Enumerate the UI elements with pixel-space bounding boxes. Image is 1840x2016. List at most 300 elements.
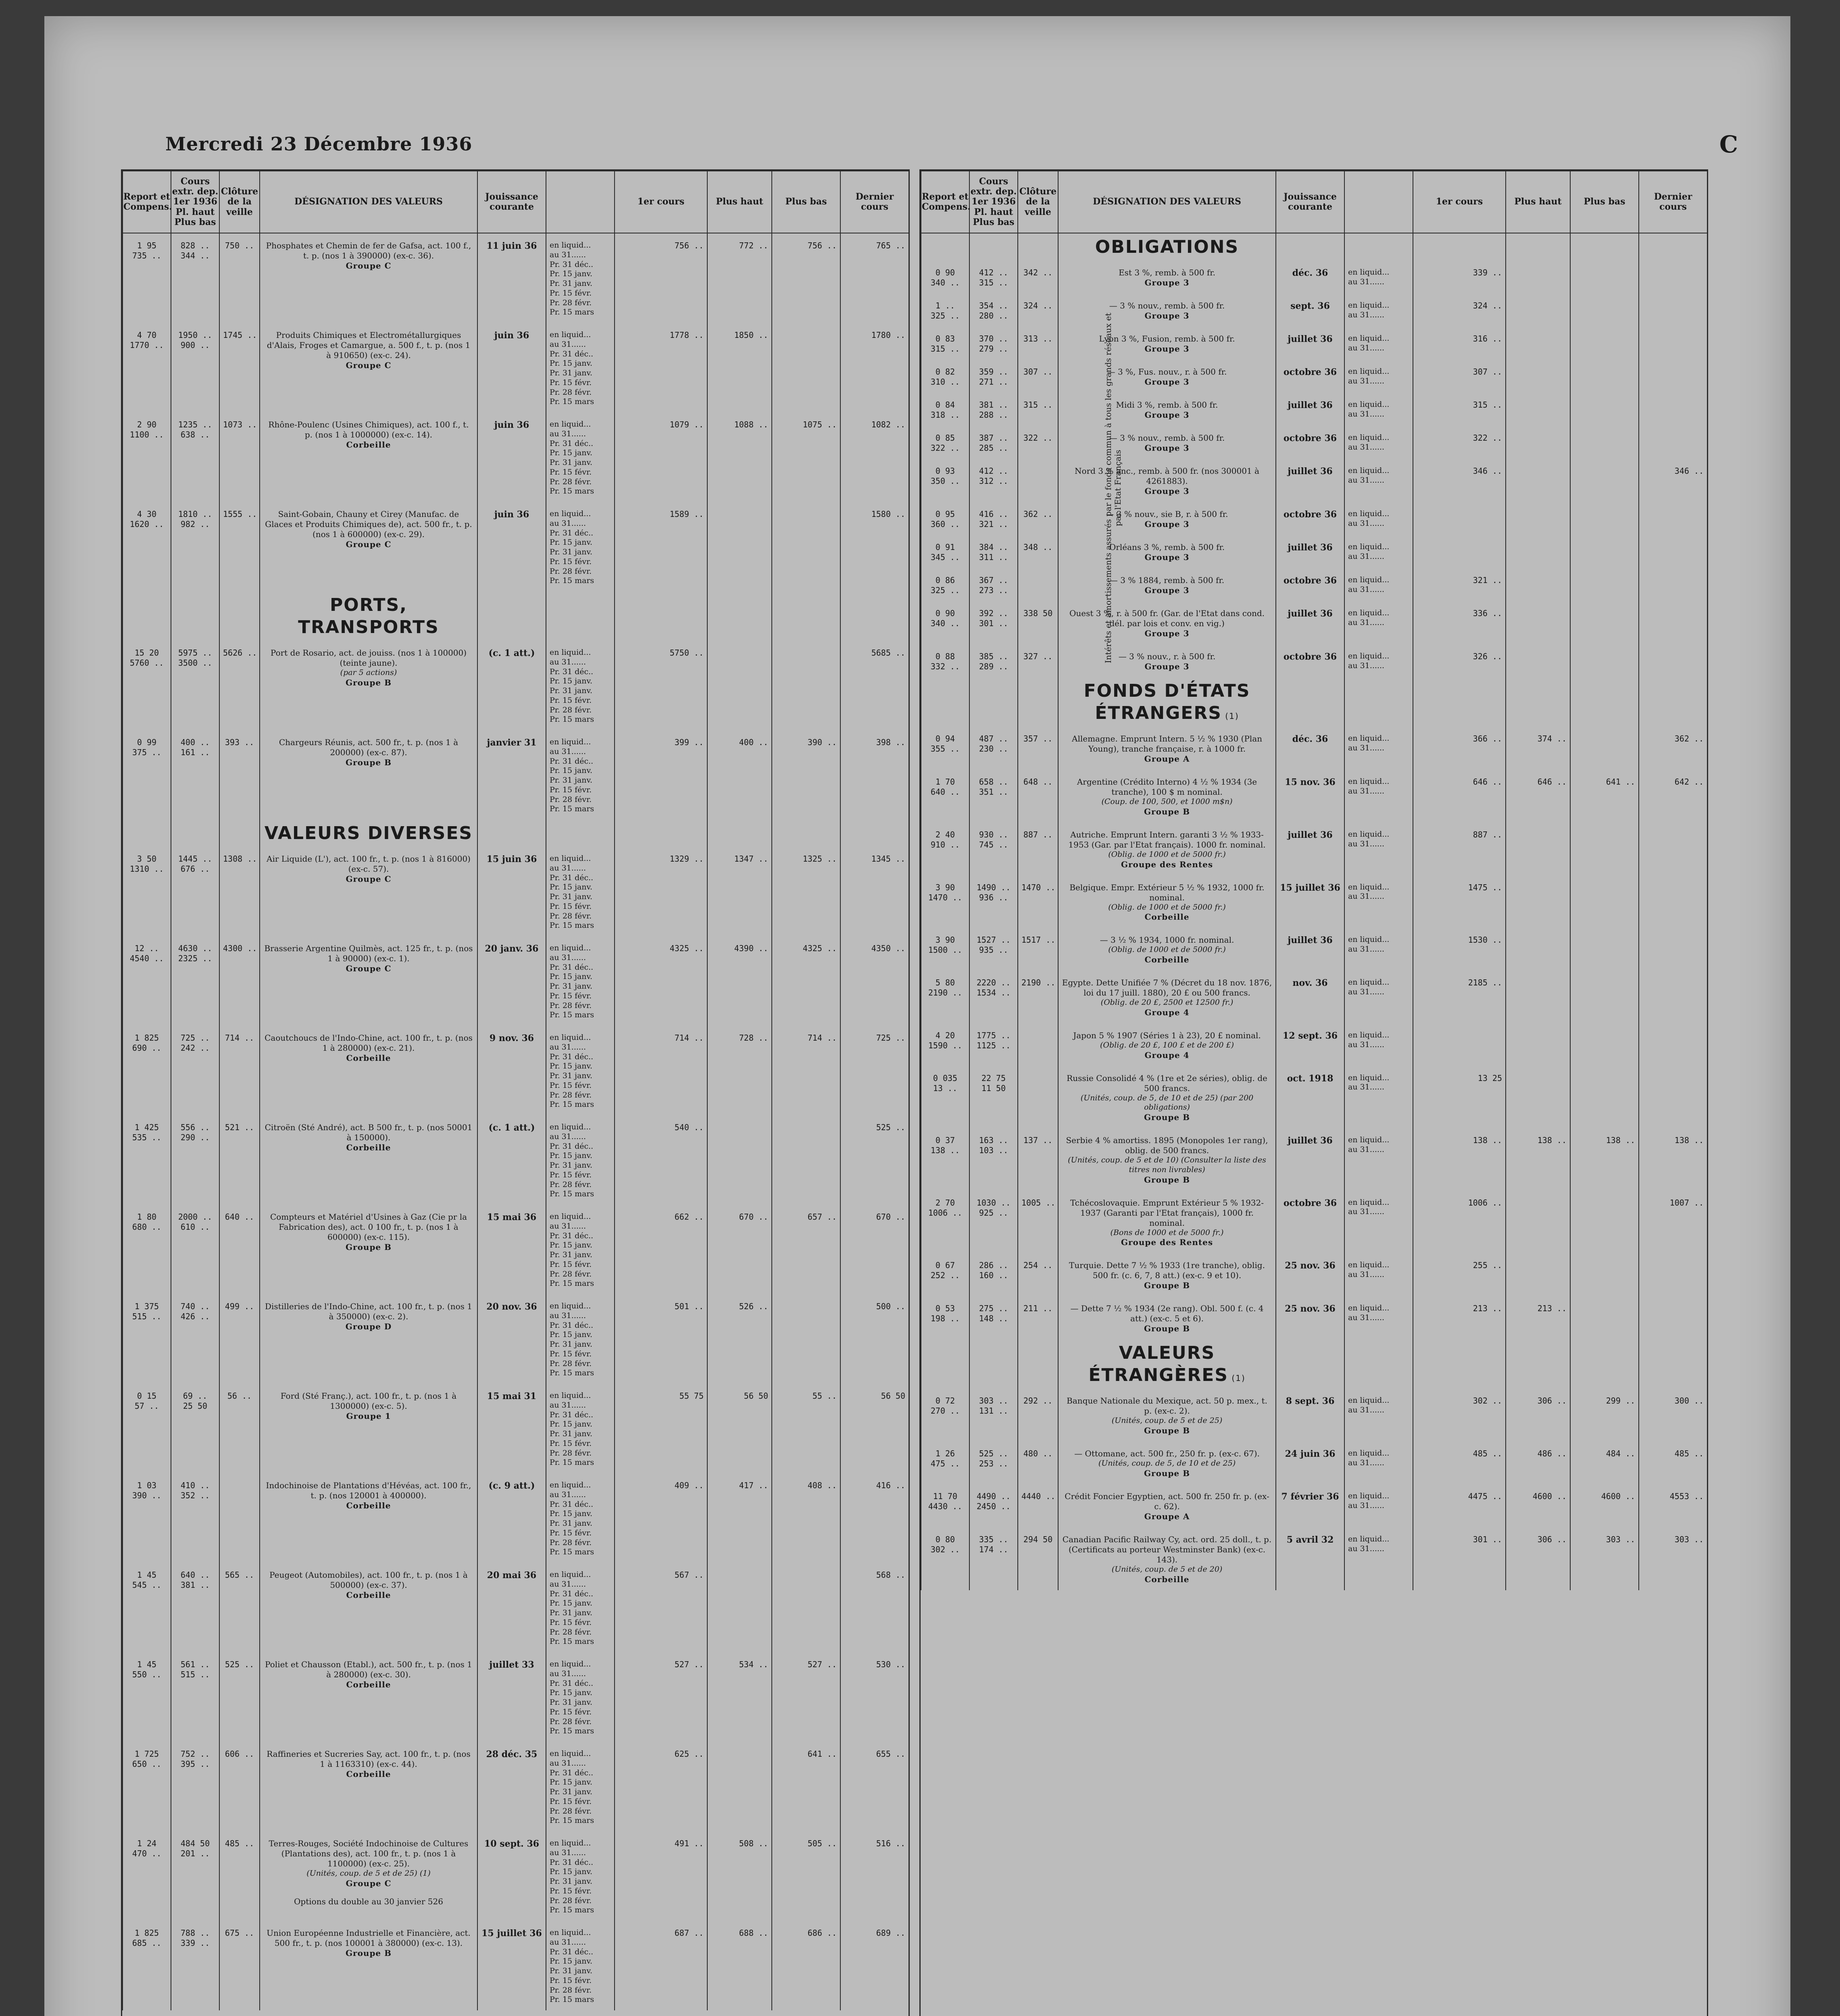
term-label: Pr. 15 févr. [550, 1618, 592, 1627]
security-designation [1058, 360, 1276, 393]
empty-cell [546, 591, 615, 641]
security-group: Corbeille [346, 1590, 391, 1600]
term-label: en liquid... [1348, 575, 1390, 584]
right-board [921, 171, 1708, 1590]
term-label: Pr. 15 févr. [550, 288, 592, 298]
term-label: Pr. 15 févr. [550, 1707, 592, 1716]
security-name: — 3 % nouv., r. à 500 fr. [1118, 652, 1216, 661]
security-name: — 3 % 1884, remb. à 500 fr. [1109, 575, 1225, 585]
term-label: en liquid... [1348, 334, 1390, 343]
col-plus-haut: Plus haut [707, 171, 772, 233]
report-value: 0 53 198 .. [921, 1296, 969, 1339]
term-labels [546, 1742, 615, 1831]
col-terme [1344, 171, 1413, 233]
dernier-cours-value: 725 .. [840, 1026, 909, 1115]
premier-cours-value: 662 .. [615, 1205, 707, 1294]
term-label: Pr. 15 mars [550, 804, 594, 814]
term-label: en liquid... [550, 943, 591, 952]
term-labels [546, 936, 615, 1026]
security-note: (Oblig. de 20 £, 2500 et 12500 fr.) [1100, 998, 1234, 1007]
term-label: Pr. 15 janv. [550, 1151, 593, 1160]
term-labels [1344, 260, 1413, 294]
term-label: Pr. 31 déc.. [550, 873, 594, 882]
plus-haut-value: 1850 .. [707, 323, 772, 412]
empty-cell [1018, 677, 1058, 727]
premier-cours-value [1413, 502, 1506, 535]
term-label: au 31...... [550, 519, 586, 528]
term-label: Pr. 15 janv. [550, 1778, 593, 1787]
security-note: (Oblig. de 1000 et de 5000 fr.) [1108, 850, 1226, 859]
term-label: Pr. 15 janv. [550, 766, 593, 775]
term-labels [1344, 568, 1413, 601]
plus-haut-value [1506, 1023, 1570, 1066]
term-label: en liquid... [550, 1391, 591, 1400]
plus-bas-value [772, 1115, 840, 1205]
table-row [123, 1563, 909, 1652]
empty-cell [1639, 1339, 1707, 1389]
plus-bas-value: 1325 .. [772, 847, 840, 936]
section-ports-title: PORTS, TRANSPORTS [298, 595, 439, 637]
security-group: Groupe 3 [1144, 662, 1190, 671]
plus-bas-value [772, 641, 840, 730]
term-labels [546, 1294, 615, 1384]
plus-haut-value [1506, 875, 1570, 928]
jouissance-value: 15 juillet 36 [477, 1921, 546, 2010]
term-label: Pr. 15 mars [550, 1816, 594, 1825]
term-labels [546, 641, 615, 730]
term-labels [546, 1205, 615, 1294]
term-label: en liquid... [550, 737, 591, 746]
security-group: Corbeille [346, 1053, 391, 1063]
plus-bas-value [772, 323, 840, 412]
term-label: en liquid... [1348, 400, 1390, 409]
table-row [123, 730, 909, 820]
jouissance-value: 25 nov. 36 [1276, 1296, 1344, 1339]
jouissance-value: 15 mai 31 [477, 1384, 546, 1473]
term-label: Pr. 31 janv. [550, 458, 593, 467]
security-name: Nord 3 % anc., remb. à 500 fr. (nos 300001 à 4261883). [1075, 466, 1259, 486]
term-label: Pr. 31 janv. [550, 279, 593, 288]
report-value: 15 20 5760 .. [123, 641, 171, 730]
report-value: 1 26 475 .. [921, 1441, 969, 1484]
term-label: Pr. 31 janv. [550, 1340, 593, 1349]
security-designation [1058, 502, 1276, 535]
term-labels [546, 412, 615, 502]
term-labels [1344, 770, 1413, 823]
table-row [123, 1921, 909, 2010]
term-label: Pr. 31 déc.. [550, 1500, 594, 1509]
table-row [921, 1191, 1707, 1254]
security-designation [1058, 426, 1276, 459]
empty-cell [707, 820, 772, 847]
plus-haut-value [1506, 1253, 1570, 1296]
security-name: — 3 % nouv., remb. à 500 fr. [1109, 433, 1225, 443]
term-label: Pr. 31 janv. [550, 982, 593, 991]
security-name: Raffineries et Sucreries Say, act. 100 fr., t. p. (nos 1 à 1163310) (ex-c. 44). [267, 1749, 471, 1769]
cloture-value: 1745 .. [219, 323, 260, 412]
premier-cours-value: 1778 .. [615, 323, 707, 412]
security-group: Groupe B [1144, 1426, 1190, 1435]
term-label: en liquid... [550, 241, 591, 250]
term-label: au 31...... [1348, 839, 1385, 848]
empty-cell [1506, 1339, 1570, 1389]
table-row [921, 1527, 1707, 1590]
term-label: Pr. 28 févr. [550, 1627, 592, 1637]
security-group: Groupe 4 [1144, 1050, 1190, 1060]
empty-cell [772, 591, 840, 641]
security-group: Groupe B [345, 758, 392, 767]
plus-bas-value: 55 .. [772, 1384, 840, 1473]
report-value: 2 40 910 .. [921, 823, 969, 875]
cours-extremes-value: 1490 .. 936 .. [969, 875, 1018, 928]
table-row [921, 601, 1707, 644]
term-label: Pr. 15 janv. [550, 1509, 593, 1518]
security-group: Groupe 3 [1144, 552, 1190, 562]
security-name: Union Européenne Industrielle et Financière, act. 500 fr., t. p. (nos 100001 à 380000) (ex-c. 13). [267, 1928, 471, 1948]
plus-haut-value: 772 .. [707, 233, 772, 323]
term-label: Pr. 15 janv. [550, 538, 593, 547]
security-designation [1058, 928, 1276, 971]
empty-cell [921, 677, 969, 727]
security-group: Groupe 3 [1144, 585, 1190, 595]
security-designation [260, 412, 477, 502]
term-labels [1344, 294, 1413, 327]
plus-haut-value [1506, 1191, 1570, 1254]
dernier-cours-value [1639, 535, 1707, 568]
plus-bas-value [1570, 294, 1639, 327]
security-designation [1058, 1191, 1276, 1254]
security-group: Groupe B [345, 1242, 392, 1252]
term-label: Pr. 31 janv. [550, 686, 593, 695]
term-label: Pr. 28 févr. [550, 1896, 592, 1905]
col-report: Report et Compens. [921, 171, 969, 233]
empty-cell [969, 233, 1018, 260]
dernier-cours-value: 1780 .. [840, 323, 909, 412]
cloture-value: 887 .. [1018, 823, 1058, 875]
section-ports-row [123, 591, 909, 641]
empty-cell [546, 820, 615, 847]
table-row [123, 936, 909, 1026]
jouissance-value: 15 mai 36 [477, 1205, 546, 1294]
term-label: Pr. 15 févr. [550, 696, 592, 705]
term-labels [546, 730, 615, 820]
term-label: Pr. 31 déc.. [550, 1858, 594, 1867]
security-designation [1058, 535, 1276, 568]
security-group: Corbeille [346, 440, 391, 450]
jouissance-value: oct. 1918 [1276, 1066, 1344, 1129]
term-label: en liquid... [1348, 268, 1390, 277]
term-label: Pr. 15 févr. [550, 467, 592, 477]
report-value: 0 72 270 .. [921, 1389, 969, 1441]
term-labels [1344, 393, 1413, 426]
dernier-cours-value [1639, 601, 1707, 644]
term-labels [1344, 971, 1413, 1023]
term-labels [546, 1831, 615, 1921]
term-label: en liquid... [550, 1839, 591, 1847]
cours-extremes-value: 4490 .. 2450 .. [969, 1484, 1018, 1527]
premier-cours-value: 1079 .. [615, 412, 707, 502]
cours-extremes-value: 525 .. 253 .. [969, 1441, 1018, 1484]
security-group: Groupe 3 [1144, 344, 1190, 354]
empty-cell [1344, 1339, 1413, 1389]
table-row [921, 1389, 1707, 1441]
plus-bas-value [1570, 327, 1639, 360]
dernier-cours-value: 56 50 [840, 1384, 909, 1473]
section-etats [1058, 677, 1276, 727]
security-designation [260, 1652, 477, 1742]
jouissance-value: 20 mai 36 [477, 1563, 546, 1652]
premier-cours-value: 1006 .. [1413, 1191, 1506, 1254]
report-value: 1 95 735 .. [123, 233, 171, 323]
security-name: Orléans 3 %, remb. à 500 fr. [1109, 542, 1225, 552]
term-label: en liquid... [1348, 1135, 1390, 1144]
term-label: en liquid... [1348, 1030, 1390, 1039]
cours-extremes-value: 384 .. 311 .. [969, 535, 1018, 568]
dernier-cours-value: 4553 .. [1639, 1484, 1707, 1527]
term-label: en liquid... [1348, 1260, 1390, 1270]
security-note: (Unités, coup. de 5 et de 20) [1111, 1564, 1223, 1574]
security-group: Groupe des Rentes [1121, 859, 1213, 869]
term-label: au 31...... [1348, 552, 1385, 561]
security-name: Allemagne. Emprunt Intern. 5 ½ % 1930 (Plan Young), tranche française, r. à 1000 fr. [1072, 734, 1262, 754]
term-labels [1344, 535, 1413, 568]
cloture-value: 327 .. [1018, 644, 1058, 677]
plus-haut-value: 213 .. [1506, 1296, 1570, 1339]
security-group: Groupe 3 [1144, 377, 1190, 387]
term-label: Pr. 31 janv. [550, 1966, 593, 1975]
cloture-value: 294 50 [1018, 1527, 1058, 1590]
plus-bas-value [1570, 459, 1639, 502]
jouissance-value: 7 février 36 [1276, 1484, 1344, 1527]
col-designation: DÉSIGNATION DES VALEURS [1058, 171, 1276, 233]
cours-extremes-value: 286 .. 160 .. [969, 1253, 1018, 1296]
term-labels [1344, 360, 1413, 393]
term-label: Pr. 31 déc.. [550, 528, 594, 537]
term-label: Pr. 15 janv. [550, 677, 593, 686]
term-labels [546, 323, 615, 412]
security-group: Groupe 3 [1144, 311, 1190, 321]
security-designation [1058, 1253, 1276, 1296]
col-cloture: Clôture de la veille [1018, 171, 1058, 233]
term-label: Pr. 31 déc.. [550, 1231, 594, 1240]
term-label: Pr. 15 janv. [550, 1867, 593, 1876]
cloture-value: 750 .. [219, 233, 260, 323]
term-label: au 31...... [1348, 1270, 1385, 1279]
report-value: 4 20 1590 .. [921, 1023, 969, 1066]
plus-bas-value: 686 .. [772, 1921, 840, 2010]
security-designation [1058, 1441, 1276, 1484]
plus-bas-value [1570, 928, 1639, 971]
cours-extremes-value: 4630 .. 2325 .. [171, 936, 219, 1026]
cours-extremes-value: 828 .. 344 .. [171, 233, 219, 323]
plus-haut-value [1506, 260, 1570, 294]
security-designation [260, 730, 477, 820]
security-name: — Dette 7 ½ % 1934 (2e rang). Obl. 500 f. (c. 4 att.) (ex-c. 5 et 6). [1070, 1304, 1264, 1324]
term-label: Pr. 15 janv. [550, 1599, 593, 1608]
plus-haut-value: 417 .. [707, 1473, 772, 1563]
term-label: en liquid... [1348, 978, 1390, 987]
security-designation [260, 847, 477, 936]
term-label: Pr. 28 févr. [550, 1090, 592, 1100]
dernier-cours-value [1639, 294, 1707, 327]
term-label: au 31...... [550, 1490, 586, 1499]
term-label: Pr. 31 janv. [550, 1071, 593, 1080]
report-value: 0 90 340 .. [921, 601, 969, 644]
dernier-cours-value: 516 .. [840, 1831, 909, 1921]
security-designation [1058, 1296, 1276, 1339]
cours-extremes-value: 163 .. 103 .. [969, 1128, 1018, 1191]
plus-haut-value [1506, 1066, 1570, 1129]
term-label: Pr. 28 févr. [550, 1806, 592, 1816]
report-value: 2 90 1100 .. [123, 412, 171, 502]
report-value: 0 035 13 .. [921, 1066, 969, 1129]
term-label: Pr. 31 janv. [550, 1429, 593, 1438]
term-label: en liquid... [1348, 301, 1390, 310]
term-labels [546, 1115, 615, 1205]
premier-cours-value: 1475 .. [1413, 875, 1506, 928]
security-name: Distilleries de l'Indo-Chine, act. 100 fr., t. p. (nos 1 à 350000) (ex-c. 2). [265, 1302, 473, 1321]
dernier-cours-value: 670 .. [840, 1205, 909, 1294]
empty-cell [969, 1339, 1018, 1389]
security-group: Groupe A [1144, 754, 1190, 764]
term-label: Pr. 28 févr. [550, 1001, 592, 1010]
term-label: Pr. 15 mars [550, 715, 594, 724]
jouissance-value: (c. 1 att.) [477, 641, 546, 730]
report-value: 1 825 685 .. [123, 1921, 171, 2010]
cours-extremes-value: 725 .. 242 .. [171, 1026, 219, 1115]
plus-bas-value: 657 .. [772, 1205, 840, 1294]
term-label: au 31...... [550, 657, 586, 666]
jouissance-value: 28 déc. 35 [477, 1742, 546, 1831]
plus-bas-value [772, 502, 840, 591]
plus-haut-value [1506, 393, 1570, 426]
cloture-value: 2190 .. [1018, 971, 1058, 1023]
premier-cours-value: 346 .. [1413, 459, 1506, 502]
term-label: Pr. 15 mars [550, 1458, 594, 1467]
premier-cours-value: 1530 .. [1413, 928, 1506, 971]
plus-haut-value: 138 .. [1506, 1128, 1570, 1191]
dernier-cours-value [1639, 928, 1707, 971]
cours-extremes-value: 412 .. 312 .. [969, 459, 1018, 502]
term-label: au 31...... [550, 863, 586, 873]
dernier-cours-value [1639, 1253, 1707, 1296]
table-row [921, 502, 1707, 535]
term-label: Pr. 31 déc.. [550, 1052, 594, 1061]
cloture-value [1018, 568, 1058, 601]
term-label: en liquid... [550, 1302, 591, 1310]
report-value: 0 84 318 .. [921, 393, 969, 426]
term-label: en liquid... [550, 1033, 591, 1042]
term-label: en liquid... [1348, 652, 1390, 660]
security-group: Groupe 1 [346, 1411, 391, 1421]
dernier-cours-value [1639, 971, 1707, 1023]
empty-cell [219, 591, 260, 641]
report-value: 0 93 350 .. [921, 459, 969, 502]
security-group: Groupe 3 [1144, 410, 1190, 420]
term-label: Pr. 28 févr. [550, 911, 592, 921]
table-row [123, 1652, 909, 1742]
term-label: au 31...... [1348, 1406, 1385, 1414]
cloture-value: 211 .. [1018, 1296, 1058, 1339]
dernier-cours-value: 530 .. [840, 1652, 909, 1742]
term-label: Pr. 15 févr. [550, 1886, 592, 1895]
dernier-cours-value: 655 .. [840, 1742, 909, 1831]
term-label: Pr. 28 févr. [550, 1717, 592, 1726]
dernier-cours-value: 4350 .. [840, 936, 909, 1026]
security-name: Compteurs et Matériel d'Usines à Gaz (Cie pr la Fabrication des), act. 0 100 fr., t. p. (nos 1 à 600000) (ex-c. 115). [270, 1212, 467, 1242]
cloture-value: 480 .. [1018, 1441, 1058, 1484]
term-label: en liquid... [1348, 777, 1390, 786]
plus-haut-value: 688 .. [707, 1921, 772, 2010]
section-diverses-row [123, 820, 909, 847]
empty-cell [615, 820, 707, 847]
term-labels [1344, 1066, 1413, 1129]
report-value: 1 725 650 .. [123, 1742, 171, 1831]
empty-cell [1276, 233, 1344, 260]
term-label: Pr. 15 févr. [550, 1976, 592, 1985]
plus-bas-value [1570, 644, 1639, 677]
premier-cours-value: 322 .. [1413, 426, 1506, 459]
dernier-cours-value: 1345 .. [840, 847, 909, 936]
table-row [123, 1831, 909, 1921]
security-name: — Ottomane, act. 500 fr., 250 fr. p. (ex-c. 67). [1074, 1449, 1260, 1458]
security-group: Groupe A [1144, 1511, 1190, 1521]
jouissance-value: juillet 36 [1276, 327, 1344, 360]
security-designation [1058, 1128, 1276, 1191]
security-designation [1058, 770, 1276, 823]
security-group: Groupe C [346, 360, 392, 370]
term-labels [1344, 1296, 1413, 1339]
plus-haut-value [1506, 928, 1570, 971]
jouissance-value: 8 sept. 36 [1276, 1389, 1344, 1441]
term-label: Pr. 15 janv. [550, 1062, 593, 1071]
plus-haut-value [1506, 568, 1570, 601]
security-name: Ouest 3 %, r. à 500 fr. (Gar. de l'Etat dans cond. dél. par lois et conv. en vig.) [1069, 608, 1265, 628]
premier-cours-value: 399 .. [615, 730, 707, 820]
premier-cours-value [1413, 1023, 1506, 1066]
cloture-value: 313 .. [1018, 327, 1058, 360]
report-value: 0 82 310 .. [921, 360, 969, 393]
plus-bas-value: 641 .. [1570, 770, 1639, 823]
security-designation [1058, 644, 1276, 677]
security-group: Groupe C [346, 1878, 392, 1888]
cloture-value: 322 .. [1018, 426, 1058, 459]
cours-extremes-value: 359 .. 271 .. [969, 360, 1018, 393]
term-label: en liquid... [1348, 1396, 1390, 1405]
report-value: 3 90 1500 .. [921, 928, 969, 971]
cloture-value: 348 .. [1018, 535, 1058, 568]
term-label: Pr. 28 févr. [550, 298, 592, 307]
term-labels [1344, 823, 1413, 875]
term-label: au 31...... [550, 1669, 586, 1678]
term-label: Pr. 15 févr. [550, 902, 592, 911]
plus-haut-value: 374 .. [1506, 727, 1570, 770]
premier-cours-value: 326 .. [1413, 644, 1506, 677]
dernier-cours-value: 1082 .. [840, 412, 909, 502]
jouissance-value: juillet 36 [1276, 1128, 1344, 1191]
jouissance-value: octobre 36 [1276, 568, 1344, 601]
security-designation [260, 1563, 477, 1652]
col-jouissance: Jouissance courante [477, 171, 546, 233]
cloture-value: 499 .. [219, 1294, 260, 1384]
security-designation [260, 1384, 477, 1473]
security-designation [1058, 568, 1276, 601]
table-row [123, 641, 909, 730]
jouissance-value: 20 janv. 36 [477, 936, 546, 1026]
dernier-cours-value [1639, 360, 1707, 393]
plus-haut-value: 670 .. [707, 1205, 772, 1294]
jouissance-value: octobre 36 [1276, 502, 1344, 535]
